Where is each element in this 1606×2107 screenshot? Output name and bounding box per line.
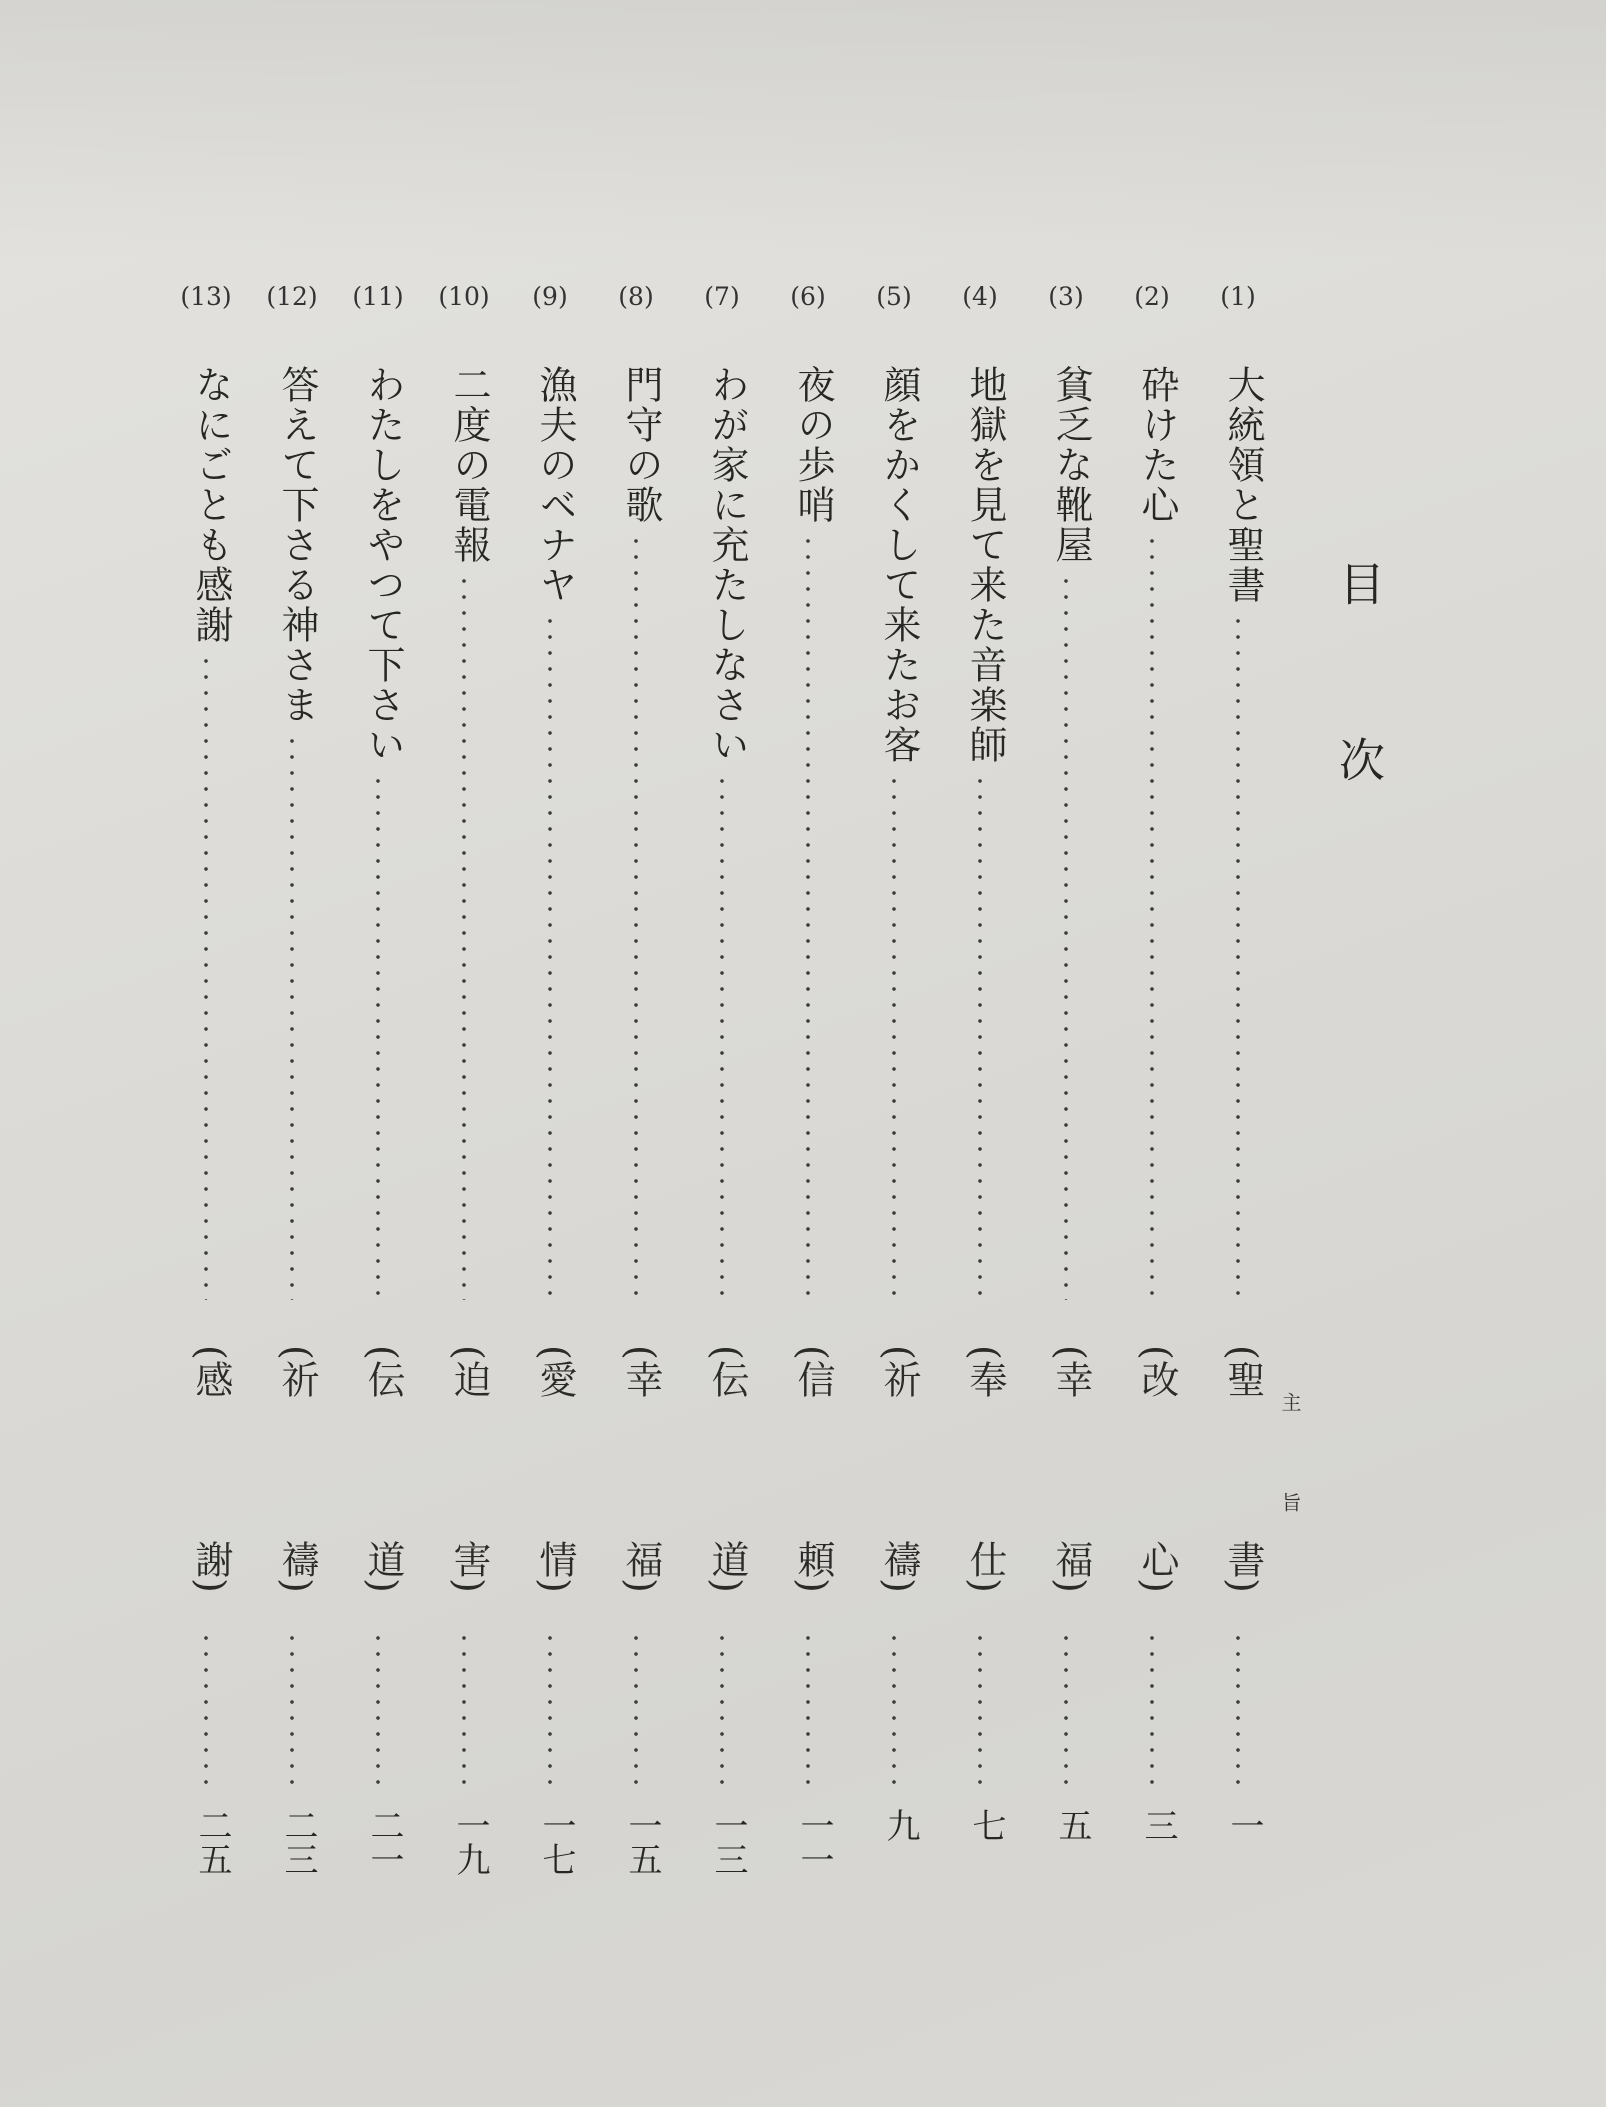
entry-number: (5) xyxy=(876,282,912,311)
dot-leader xyxy=(720,1630,724,1796)
entry-page-number: 三 xyxy=(1138,1808,1178,1842)
entry-theme-open: (伝 xyxy=(705,1345,749,1398)
entry-theme-open: (感 xyxy=(189,1345,233,1398)
entry-theme-close: 道) xyxy=(705,1540,749,1593)
dot-leader xyxy=(376,773,380,1300)
entry-title: 門守の歌 xyxy=(619,365,663,525)
entry-title: 大統領と聖書 xyxy=(1221,365,1265,605)
dot-leader xyxy=(720,773,724,1300)
dot-leader xyxy=(1150,1630,1154,1796)
entry-title: 二度の電報 xyxy=(447,365,491,565)
entry-title: 顔をかくして来たお客 xyxy=(877,365,921,765)
entry-page-number: 七 xyxy=(966,1808,1006,1842)
entry-theme-close: 禱) xyxy=(877,1540,921,1593)
entry-title: 夜の歩哨 xyxy=(791,365,835,525)
dot-leader xyxy=(1150,533,1154,1300)
entry-number: (6) xyxy=(790,282,826,311)
entry-theme-close: 情) xyxy=(533,1540,577,1593)
entry-title: 答えて下さる神さま xyxy=(275,365,319,725)
entry-theme-close: 書) xyxy=(1221,1540,1265,1593)
entry-number: (10) xyxy=(438,282,490,311)
dot-leader xyxy=(290,1630,294,1796)
entry-number: (8) xyxy=(618,282,654,311)
dot-leader xyxy=(548,1630,552,1796)
dot-leader xyxy=(204,1630,208,1796)
entry-title: 砕けた心 xyxy=(1135,365,1179,525)
dot-leader xyxy=(462,1630,466,1796)
dot-leader xyxy=(1064,573,1068,1300)
entry-theme-close: 道) xyxy=(361,1540,405,1593)
entry-page-number: 一三 xyxy=(708,1808,748,1876)
dot-leader xyxy=(892,773,896,1300)
entry-title: 漁夫のベナヤ xyxy=(533,365,577,605)
dot-leader xyxy=(290,733,294,1300)
entry-number: (7) xyxy=(704,282,740,311)
dot-leader xyxy=(548,613,552,1300)
entry-title: わが家に充たしなさい xyxy=(705,365,749,765)
dot-leader xyxy=(1236,1630,1240,1796)
entry-theme-open: (幸 xyxy=(1049,1345,1093,1398)
dot-leader xyxy=(634,1630,638,1796)
toc-title: 目次 xyxy=(1332,560,1386,912)
entry-theme-close: 心) xyxy=(1135,1540,1179,1593)
page-top-shading xyxy=(0,0,1606,260)
entry-theme-close: 福) xyxy=(619,1540,663,1593)
entry-theme-close: 仕) xyxy=(963,1540,1007,1593)
entry-theme-open: (迫 xyxy=(447,1345,491,1398)
entry-page-number: 五 xyxy=(1052,1808,1092,1842)
dot-leader xyxy=(462,573,466,1300)
dot-leader xyxy=(1064,1630,1068,1796)
entry-number: (3) xyxy=(1048,282,1084,311)
entry-page-number: 二一 xyxy=(364,1808,404,1876)
entry-page-number: 二三 xyxy=(278,1808,318,1876)
dot-leader xyxy=(806,1630,810,1796)
entry-page-number: 一九 xyxy=(450,1808,490,1876)
dot-leader xyxy=(978,1630,982,1796)
entry-theme-open: (信 xyxy=(791,1345,835,1398)
dot-leader xyxy=(376,1630,380,1796)
entry-number: (12) xyxy=(266,282,318,311)
entry-theme-open: (祈 xyxy=(877,1345,921,1398)
entry-theme-open: (伝 xyxy=(361,1345,405,1398)
entry-title: なにごとも感謝 xyxy=(189,365,233,645)
entry-theme-close: 頼) xyxy=(791,1540,835,1593)
entry-theme-close: 害) xyxy=(447,1540,491,1593)
entry-theme-open: (祈 xyxy=(275,1345,319,1398)
entry-number: (11) xyxy=(352,282,404,311)
entry-theme-open: (幸 xyxy=(619,1345,663,1398)
entry-theme-close: 謝) xyxy=(189,1540,233,1593)
entry-number: (2) xyxy=(1134,282,1170,311)
entry-title: わたしをやつて下さい xyxy=(361,365,405,765)
entry-theme-open: (聖 xyxy=(1221,1345,1265,1398)
dot-leader xyxy=(1236,613,1240,1300)
entry-page-number: 一七 xyxy=(536,1808,576,1876)
dot-leader xyxy=(892,1630,896,1796)
dot-leader xyxy=(806,533,810,1300)
entry-title: 貧乏な靴屋 xyxy=(1049,365,1093,565)
entry-number: (1) xyxy=(1220,282,1256,311)
dot-leader xyxy=(634,533,638,1300)
entry-theme-open: (奉 xyxy=(963,1345,1007,1398)
entry-number: (4) xyxy=(962,282,998,311)
theme-column-header: 主旨 xyxy=(1278,1392,1302,1592)
entry-theme-open: (愛 xyxy=(533,1345,577,1398)
entry-page-number: 九 xyxy=(880,1808,920,1842)
dot-leader xyxy=(204,653,208,1300)
entry-number: (9) xyxy=(532,282,568,311)
entry-page-number: 一一 xyxy=(794,1808,834,1876)
entry-page-number: 二五 xyxy=(192,1808,232,1876)
entry-theme-close: 禱) xyxy=(275,1540,319,1593)
entry-page-number: 一五 xyxy=(622,1808,662,1876)
dot-leader xyxy=(978,773,982,1300)
entry-theme-open: (改 xyxy=(1135,1345,1179,1398)
entry-title: 地獄を見て来た音楽師 xyxy=(963,365,1007,765)
entry-page-number: 一 xyxy=(1224,1808,1264,1842)
entry-theme-close: 福) xyxy=(1049,1540,1093,1593)
entry-number: (13) xyxy=(180,282,232,311)
